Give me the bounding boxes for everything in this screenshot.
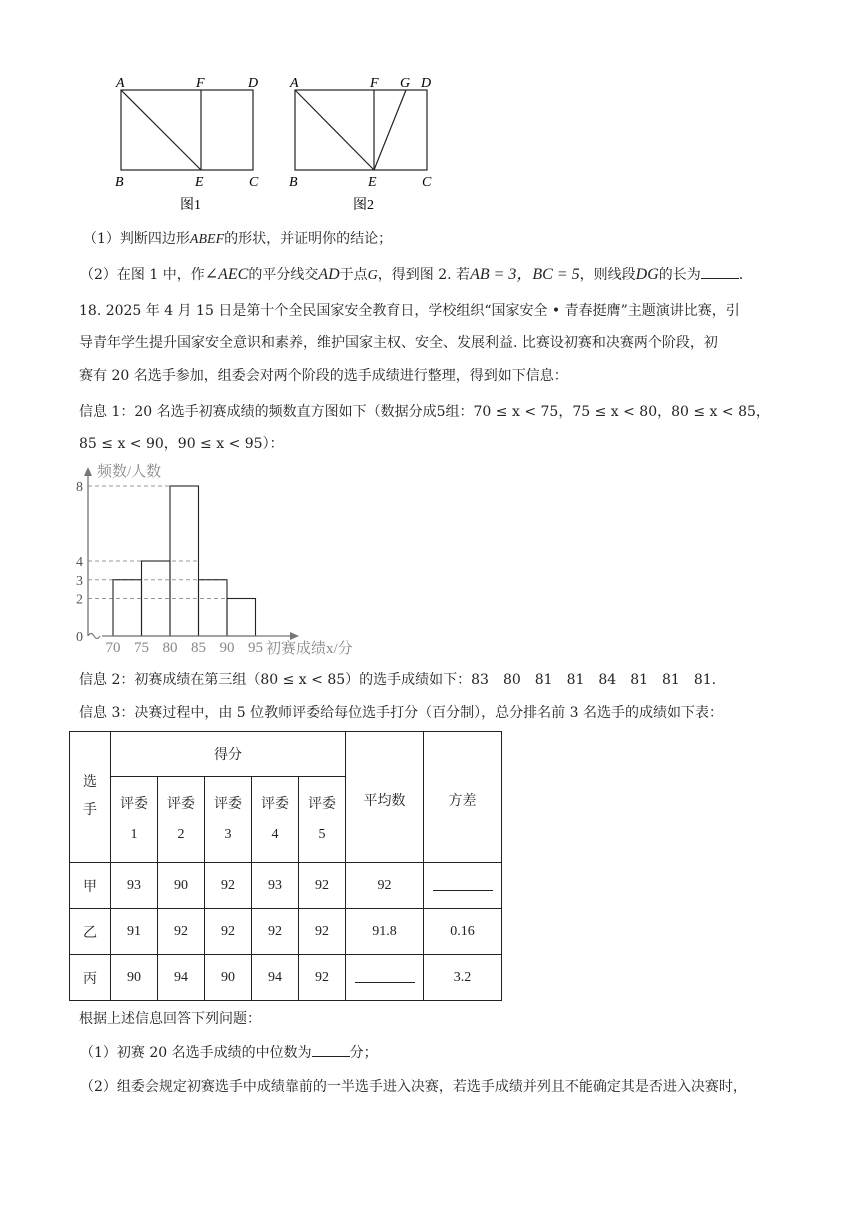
header-judge-1: 评委1 — [111, 777, 158, 863]
table-row — [70, 955, 502, 1001]
q18-info1-line1: 信息 1：20 名选手初赛成绩的频数直方图如下（数据分成5组：70 ≤ x < 75，75 ≤ x < 80，80 ≤ x < 85， — [79, 404, 770, 420]
y-tick-label: 8 — [76, 480, 83, 495]
histogram-bars — [113, 486, 256, 636]
final-score-table — [69, 731, 502, 1001]
y-tick-label: 0 — [76, 630, 83, 645]
q18-answer-2: （2）组委会规定初赛选手中成绩靠前的一半选手进入决赛，若选手成绩并列且不能确定其是否进入决赛时， — [80, 1079, 747, 1095]
histogram-bar — [227, 599, 256, 637]
label-F-fig1: F — [196, 76, 205, 91]
y-axis-label: 频数/人数 — [97, 464, 162, 480]
label-E-fig2: E — [368, 175, 377, 190]
label-F-fig2: F — [370, 76, 379, 91]
label-B-fig1: B — [115, 175, 124, 190]
header-judge-5: 评委5 — [299, 777, 346, 863]
header-score: 得分 — [111, 732, 346, 777]
x-axis-label: 初赛成绩x/分 — [266, 641, 353, 657]
q18-line3: 赛有 20 名选手参加，组委会对两个阶段的选手成绩进行整理，得到如下信息： — [79, 368, 568, 384]
q18-info1-line2: 85 ≤ x < 90，90 ≤ x < 95）： — [79, 436, 284, 452]
score-cell: 94 — [158, 955, 205, 1001]
score-cell: 90 — [205, 955, 252, 1001]
label-A-fig1: A — [116, 76, 125, 91]
table-row — [70, 909, 502, 955]
histogram-bar — [113, 580, 142, 636]
x-tick-label: 80 — [162, 640, 178, 656]
histogram-bar — [199, 580, 228, 636]
label-E-fig1: E — [195, 175, 204, 190]
header-variance: 方差 — [424, 732, 502, 863]
header-judge-3: 评委3 — [205, 777, 252, 863]
x-tick-label: 70 — [105, 640, 121, 656]
rectangle-abcd-fig1 — [121, 90, 253, 170]
rectangle-abcd-fig2 — [295, 90, 427, 170]
figure-1 — [121, 90, 253, 170]
x-axis-break — [88, 634, 100, 639]
player-name: 甲 — [70, 863, 111, 909]
q17-part1: （1）判断四边形ABEF的形状，并证明你的结论； — [83, 231, 393, 247]
score-cell: 90 — [158, 863, 205, 909]
player-name: 丙 — [70, 955, 111, 1001]
score-cell: 92 — [299, 955, 346, 1001]
mean-cell: 92 — [346, 863, 424, 909]
score-cell: 94 — [252, 955, 299, 1001]
caption-fig2: 图2 — [353, 198, 374, 213]
score-cell: 92 — [205, 909, 252, 955]
score-cell: 92 — [299, 909, 346, 955]
q17-answer-blank — [701, 278, 739, 279]
label-G-fig2: G — [400, 76, 411, 91]
score-cell: 93 — [252, 863, 299, 909]
segment-eg-fig2 — [374, 90, 406, 170]
y-axis-arrow — [84, 467, 92, 476]
x-tick-label: 75 — [134, 640, 149, 656]
q18-info2: 信息 2：初赛成绩在第三组（80 ≤ x < 85）的选手成绩如下：83 80 81 81 84 81 81 81. — [79, 672, 717, 688]
x-tick-label: 95 — [248, 640, 263, 656]
variance-cell: 3.2 — [424, 955, 502, 1001]
y-tick-label: 4 — [76, 555, 83, 570]
x-tick-label: 85 — [191, 640, 206, 656]
score-cell: 91 — [111, 909, 158, 955]
x-tick-label: 90 — [219, 640, 235, 656]
label-D-fig1: D — [248, 76, 259, 91]
label-C-fig1: C — [249, 175, 259, 190]
q18-line1: 18. 2025 年 4 月 15 日是第十个全民国家安全教育日，学校组织“国家安全 • 青春挺膺”主题演讲比赛，引 — [79, 303, 740, 319]
table-row — [70, 863, 502, 909]
q17-part2: （2）在图 1 中，作∠AEC的平分线交AD于点G，得到图 2. 若AB = 3，BC = 5，则线段DG的长为 . — [80, 266, 744, 283]
histogram-x-tick-labels — [106, 640, 264, 656]
y-tick-label: 3 — [76, 573, 83, 589]
label-C-fig2: C — [422, 175, 432, 190]
player-name: 乙 — [70, 909, 111, 955]
score-cell: 92 — [252, 909, 299, 955]
header-mean: 平均数 — [346, 732, 424, 863]
histogram-axes — [84, 467, 299, 640]
variance-cell-blank — [424, 863, 502, 909]
variance-cell: 0.16 — [424, 909, 502, 955]
histogram-chart — [70, 462, 353, 660]
score-cell: 92 — [299, 863, 346, 909]
geometry-figures — [100, 70, 460, 220]
score-cell: 90 — [111, 955, 158, 1001]
q18-info3: 信息 3：决赛过程中，由 5 位教师评委给每位选手打分（百分制），总分排名前 3 名选手的成绩如下表： — [79, 705, 723, 721]
label-D-fig2: D — [421, 76, 432, 91]
segment-ae-fig1 — [121, 90, 201, 170]
header-judge-4: 评委4 — [252, 777, 299, 863]
y-tick-label: 2 — [76, 592, 83, 608]
score-cell: 92 — [205, 863, 252, 909]
score-cell: 93 — [111, 863, 158, 909]
header-player: 选手 — [70, 732, 111, 863]
label-A-fig2: A — [290, 76, 299, 91]
mean-cell: 91.8 — [346, 909, 424, 955]
segment-ae-fig2 — [295, 90, 374, 170]
q18-answer-intro: 根据上述信息回答下列问题： — [79, 1011, 261, 1027]
q18-answer-1: （1）初赛 20 名选手成绩的中位数为 分； — [80, 1045, 378, 1061]
figure-2 — [295, 90, 427, 170]
mean-cell-blank — [346, 955, 424, 1001]
x-axis-arrow — [290, 632, 299, 640]
q18-line2: 导青年学生提升国家安全意识和素养，维护国家主权、安全、发展利益. 比赛设初赛和决赛两个阶段，初 — [79, 335, 718, 351]
score-cell: 92 — [158, 909, 205, 955]
header-judge-2: 评委2 — [158, 777, 205, 863]
q18-answer-1-blank — [312, 1056, 350, 1057]
histogram-y-tick-labels — [76, 480, 83, 645]
label-B-fig2: B — [289, 175, 298, 190]
caption-fig1: 图1 — [180, 198, 201, 213]
